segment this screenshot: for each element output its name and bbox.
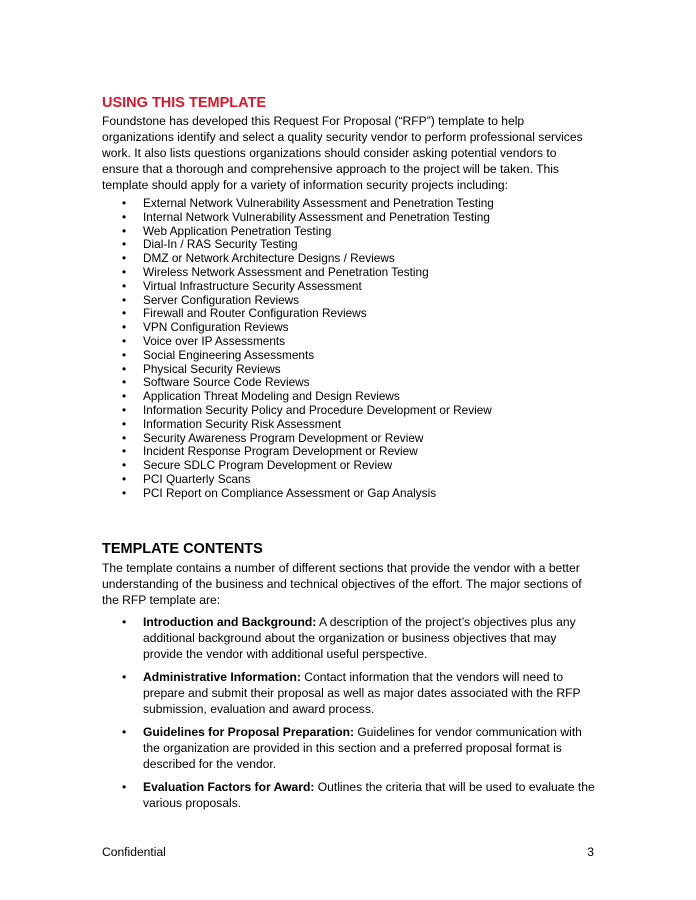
section-list-item — [102, 724, 598, 772]
list-item: • Physical Security Reviews — [102, 363, 494, 377]
section-description: Guidelines for vendor communication with the organization are provided in this section and a preferred proposal format is described for the vendor. — [143, 725, 582, 771]
list-item: • Wireless Network Assessment and Penetration Testing — [102, 266, 494, 280]
list-item: • PCI Quarterly Scans — [102, 473, 494, 487]
section-term: Introduction and Background: — [143, 615, 317, 629]
list-item: • Incident Response Program Development or Review — [102, 445, 494, 459]
list-item: • Web Application Penetration Testing — [102, 225, 494, 239]
project-types-list — [102, 197, 494, 501]
list-item: • Firewall and Router Configuration Reviews — [102, 307, 494, 321]
footer-confidential: Confidential — [102, 845, 166, 859]
list-item: • Internal Network Vulnerability Assessment and Penetration Testing — [102, 211, 494, 225]
list-item: • Dial-In / RAS Security Testing — [102, 238, 494, 252]
list-item: • Security Awareness Program Development or Review — [102, 432, 494, 446]
section-term: Evaluation Factors for Award: — [143, 780, 315, 794]
list-item: • VPN Configuration Reviews — [102, 321, 494, 335]
list-item: • Information Security Risk Assessment — [102, 418, 494, 432]
list-item: • Voice over IP Assessments — [102, 335, 494, 349]
list-item: • Information Security Policy and Procedure Development or Review — [102, 404, 494, 418]
section-description: Outlines the criteria that will be used to evaluate the various proposals. — [143, 780, 595, 810]
list-item: • Application Threat Modeling and Design Reviews — [102, 390, 494, 404]
list-item: • External Network Vulnerability Assessment and Penetration Testing — [102, 197, 494, 211]
list-item: • PCI Report on Compliance Assessment or Gap Analysis — [102, 487, 494, 501]
intro-paragraph: Foundstone has developed this Request For Proposal (“RFP”) template to help organizations identify and select a quality security vendor to perform professional services work. It also lists questions organizations should consider asking potential vendors to ensure that a thorough and comprehensive approach to the project will be taken. This template should apply for a variety of information security projects including: — [102, 114, 583, 192]
section-heading-template-contents: TEMPLATE CONTENTS — [102, 541, 263, 557]
list-item: • DMZ or Network Architecture Designs / Reviews — [102, 252, 494, 266]
section-description: A description of the project’s objectives plus any additional background about the organization or business objectives that may provide the vendor with additional useful perspective. — [143, 615, 576, 661]
list-item: • Virtual Infrastructure Security Assessment — [102, 280, 494, 294]
list-item: • Social Engineering Assessments — [102, 349, 494, 363]
section-term: Administrative Information: — [143, 670, 301, 684]
contents-paragraph: The template contains a number of different sections that provide the vendor with a better understanding of the business and technical objectives of the effort. The major sections of the RFP template are: — [102, 561, 582, 607]
list-item: • Server Configuration Reviews — [102, 294, 494, 308]
template-sections-list — [102, 614, 598, 818]
section-term: Guidelines for Proposal Preparation: — [143, 725, 355, 739]
section-description: Contact information that the vendors will need to prepare and submit their proposal as well as major dates associated with the RFP submission, evaluation and award process. — [143, 670, 581, 716]
page-number: 3 — [587, 845, 594, 859]
section-heading-using-template: USING THIS TEMPLATE — [102, 95, 267, 111]
section-list-item — [102, 779, 598, 811]
section-list-item — [102, 669, 598, 717]
list-item: • Secure SDLC Program Development or Review — [102, 459, 494, 473]
section-list-item — [102, 614, 598, 662]
list-item: • Software Source Code Reviews — [102, 376, 494, 390]
